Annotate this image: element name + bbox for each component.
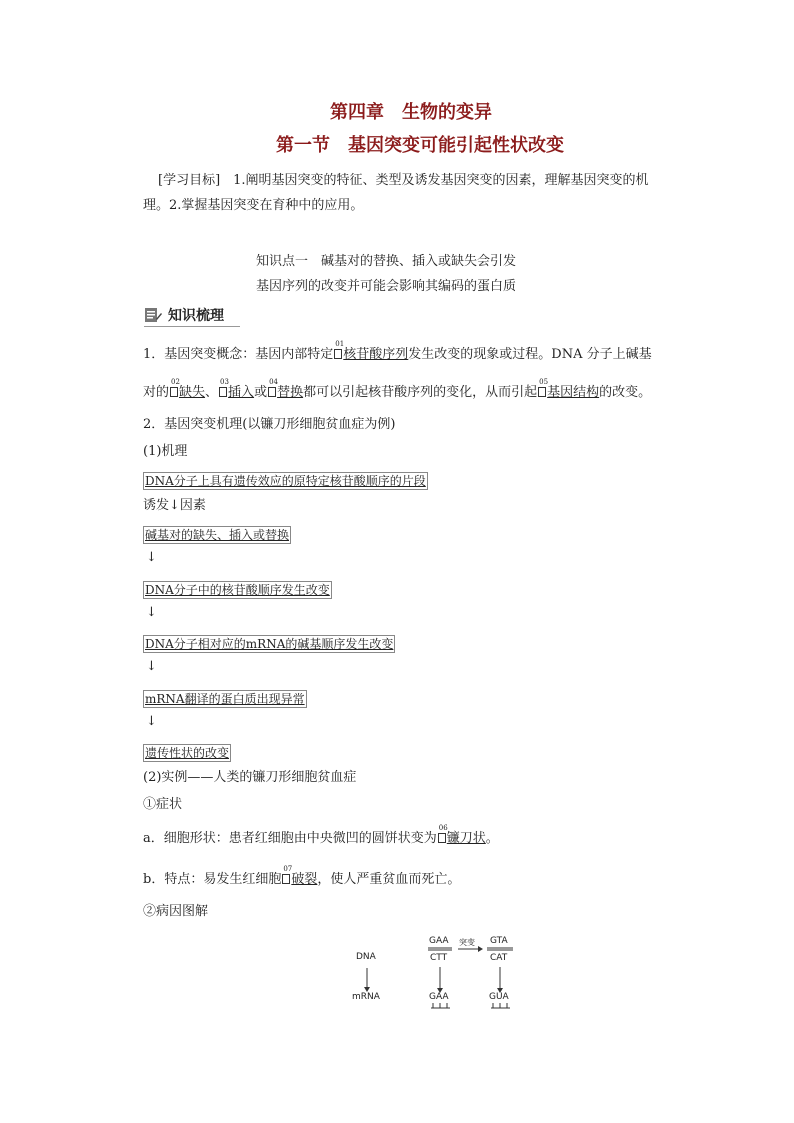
mechanism-heading: (1)机理 <box>143 444 188 459</box>
diagram-cat-label: CAT <box>490 953 508 963</box>
objectives-line2: 理。2.掌握基因突变在育种中的应用。 <box>143 198 364 213</box>
answer-02: 缺失 <box>179 385 206 400</box>
flow-arrow-4: ↓ <box>146 714 157 729</box>
flow-arrow-2: ↓ <box>146 605 157 620</box>
blank-number-06: 06 <box>438 824 448 832</box>
diagram-gua-label: GUA <box>489 992 509 1002</box>
diagram-gaa-mrna-label: GAA <box>429 992 449 1002</box>
paragraph-1-line1 <box>143 340 652 364</box>
answer-06: 镰刀状 <box>446 831 486 846</box>
item-a <box>143 824 499 848</box>
flow-arrow-1: ↓ <box>146 550 157 565</box>
blank-number-02: 02 <box>171 378 180 386</box>
blank-box-07 <box>282 865 293 884</box>
blank-number-05: 05 <box>539 378 549 386</box>
diagram-dna-label: DNA <box>356 952 376 962</box>
item-b-text: b．特点：易发生红细胞 <box>143 872 282 887</box>
p1-text-f: 、 <box>205 385 219 400</box>
answer-01: 核苷酸序列 <box>343 347 409 362</box>
p1-text-d: 对的 <box>143 385 170 400</box>
cause-diagram <box>300 932 530 1018</box>
section-header-rule <box>144 326 240 327</box>
flow-step-6: 遗传性状的改变 <box>145 746 230 760</box>
p1-text-h: 或 <box>254 385 268 400</box>
flow-arrow-3: ↓ <box>146 659 157 674</box>
knowledge-point-line2: 基因序列的改变并可能会影响其编码的蛋白质 <box>256 279 517 294</box>
notes-icon <box>144 307 162 323</box>
flow-induce-label: 诱发↓因素 <box>143 498 206 513</box>
knowledge-point-line1: 知识点一 碱基对的替换、插入或缺失会引发 <box>256 254 517 269</box>
item-a-end: 。 <box>485 831 499 846</box>
item-a-text: a．细胞形状：患者红细胞由中央微凹的圆饼状变为 <box>143 831 437 846</box>
p1-text-l: 的改变。 <box>599 385 652 400</box>
blank-number-01: 01 <box>335 340 345 348</box>
blank-box-02 <box>170 378 180 397</box>
section-header <box>144 305 224 325</box>
item-b <box>143 865 461 889</box>
diagram-ctt-label: CTT <box>430 953 448 963</box>
p1-text-a: 1．基因突变概念：基因内部特定 <box>143 347 334 362</box>
flow-step-2: 碱基对的缺失、插入或替换 <box>145 528 290 542</box>
blank-number-03: 03 <box>220 378 229 386</box>
blank-box-05 <box>538 378 549 397</box>
diagram-gta-label: GTA <box>490 936 508 946</box>
flow-step-5: mRNA翻译的蛋白质出现异常 <box>145 692 305 706</box>
item-b-end: ，使人严重贫血而死亡。 <box>317 872 461 887</box>
answer-07: 破裂 <box>291 872 318 887</box>
flow-step-4: DNA分子相对应的mRNA的碱基顺序发生改变 <box>145 637 394 651</box>
p1-text-c: 发生改变的现象或过程。DNA 分子上碱基 <box>408 347 652 362</box>
diagram-mrna-label: mRNA <box>352 992 380 1002</box>
mutation-arrowhead <box>478 946 483 952</box>
symptom-heading: ①症状 <box>143 797 183 812</box>
flow-step-1: DNA分子上具有遗传效应的原特定核苷酸顺序的片段 <box>145 474 426 488</box>
cause-diagram-heading: ②病因图解 <box>143 904 209 919</box>
diagram-gaa-label: GAA <box>429 936 449 946</box>
objectives-line1: [学习目标] 1.阐明基因突变的特征、类型及诱发基因突变的因素，理解基因突变的机 <box>158 173 649 188</box>
blank-box-06 <box>438 824 448 843</box>
paragraph-1-line2 <box>143 378 652 402</box>
chapter-title: 第四章 生物的变异 <box>330 102 492 123</box>
example-heading: (2)实例——人类的镰刀形细胞贫血症 <box>143 770 357 785</box>
blank-number-07: 07 <box>283 865 293 873</box>
flow-step-3: DNA分子中的核苷酸顺序发生改变 <box>145 583 330 597</box>
blank-number-04: 04 <box>269 378 278 386</box>
p1-text-j: 都可以引起核苷酸序列的变化，从而引起 <box>303 385 538 400</box>
section-title: 第一节 基因突变可能引起性状改变 <box>276 135 564 156</box>
paragraph-2: 2．基因突变机理(以镰刀形细胞贫血症为例) <box>143 417 396 432</box>
answer-05: 基因结构 <box>547 385 600 400</box>
section-header-label: 知识梳理 <box>168 308 224 324</box>
answer-03: 插入 <box>228 385 255 400</box>
answer-04: 替换 <box>277 385 304 400</box>
diagram-mutation-label: 突变 <box>459 938 475 947</box>
blank-box-04 <box>268 378 278 397</box>
blank-box-03 <box>219 378 229 397</box>
blank-box-01 <box>334 340 345 359</box>
